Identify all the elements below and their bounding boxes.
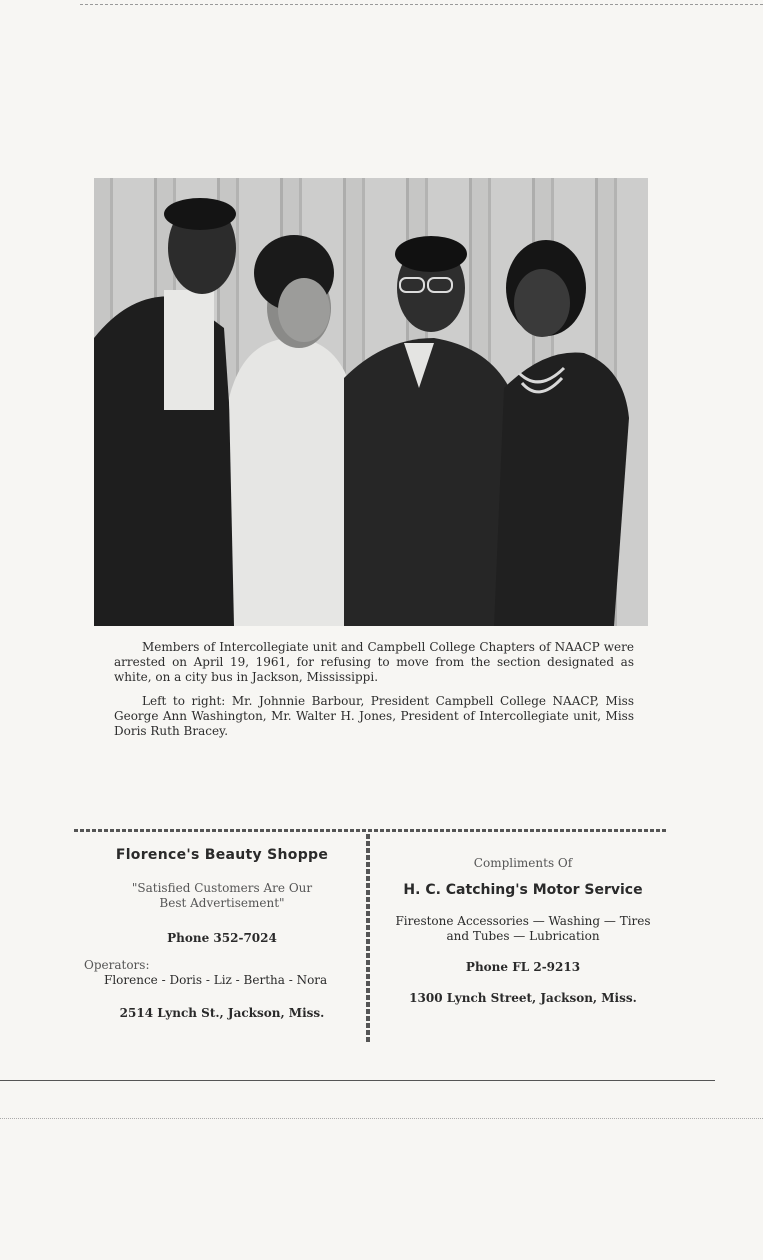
beauty-shoppe-ad — [84, 848, 360, 1021]
bottom-rule — [0, 1080, 715, 1081]
beauty-shoppe-slogan: "Satisfied Customers Are Our Best Advertisement" — [131, 881, 313, 910]
motor-service-title: H. C. Catching's Motor Service — [403, 882, 643, 898]
compliments-of: Compliments Of — [473, 856, 573, 870]
beauty-shoppe-address: 2514 Lynch St., Jackson, Miss. — [119, 1006, 325, 1020]
horizontal-wavy-divider — [74, 829, 668, 832]
beauty-shoppe-phone: Phone 352-7024 — [167, 931, 277, 945]
operators-label: Operators: — [84, 958, 150, 972]
group-photo — [94, 178, 648, 626]
photo-caption-description: Members of Intercollegiate unit and Campbell College Chapters of NAACP were arrested on April 19, 1961, for refusing to move from the section designated as white, on a city bus in Jackson, Mississippi. — [114, 640, 634, 684]
beauty-shoppe-title: Florence's Beauty Shoppe — [115, 847, 329, 863]
motor-service-ad — [382, 856, 664, 1006]
motor-service-phone: Phone FL 2-9213 — [465, 960, 581, 974]
top-dashed-rule — [80, 4, 763, 5]
motor-service-address: 1300 Lynch Street, Jackson, Miss. — [409, 991, 637, 1005]
motor-service-services: Firestone Accessories — Washing — Tires and Tubes — Lubrication — [395, 914, 651, 943]
vertical-wavy-divider — [366, 834, 370, 1042]
operators-names: Florence - Doris - Liz - Bertha - Nora — [104, 973, 328, 987]
photo-caption-names: Left to right: Mr. Johnnie Barbour, President Campbell College NAACP, Miss George Ann Washington, Mr. Walter H. Jones, President of Intercollegiate unit, Miss Doris Ruth Bracey. — [114, 694, 634, 738]
beauty-shoppe-operators — [84, 958, 360, 988]
bottom-dotted-rule — [0, 1118, 763, 1119]
